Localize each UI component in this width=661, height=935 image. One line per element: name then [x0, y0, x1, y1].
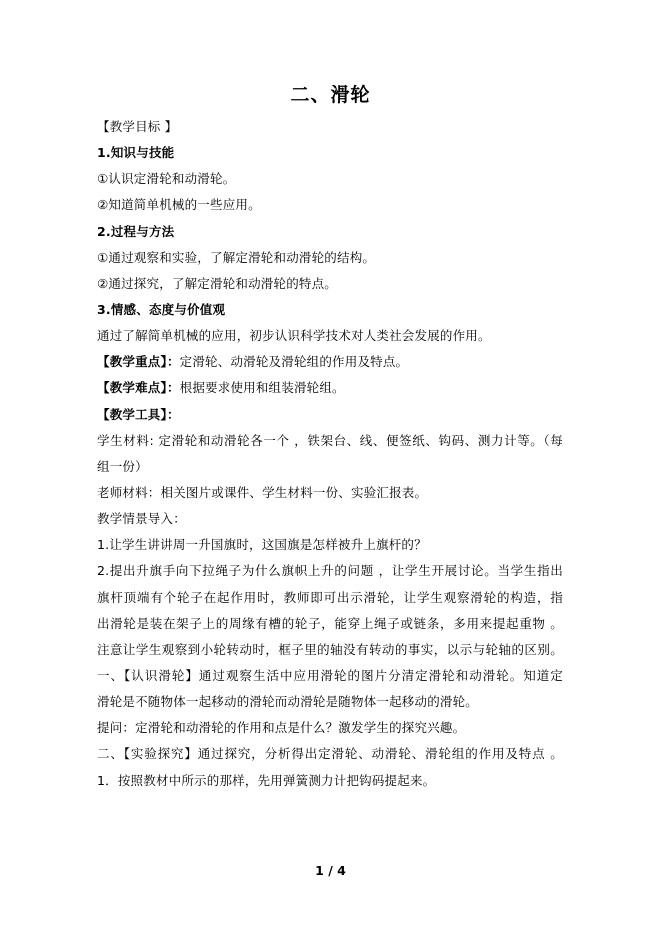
body-text: 一、【认识滑轮】通过观察生活中应用滑轮的图片分清定滑轮和动滑轮。知道定: [97, 667, 563, 683]
body-text: 注意让学生观察到小轮转动时，框子里的轴没有转动的事实，以示与轮轴的区别。: [97, 641, 563, 657]
body-text: ②通过探究，了解定滑轮和动滑轮的特点。: [97, 275, 338, 291]
text-line: [97, 323, 563, 349]
body-text: 定滑轮、动滑轮及滑轮组的作用及特点。: [179, 354, 409, 370]
text-line: [97, 480, 563, 506]
text-line: [97, 271, 563, 297]
text-line: [97, 428, 563, 454]
text-line: [97, 454, 563, 480]
text-line: [97, 219, 563, 245]
body-text: 教学情景导入：: [97, 511, 186, 527]
text-line: [97, 637, 563, 663]
text-line: [97, 245, 563, 271]
text-line: [97, 114, 563, 140]
text-line: [97, 611, 563, 637]
text-line: [97, 375, 563, 401]
text-line: [97, 532, 563, 558]
document-title: 二、滑轮: [290, 84, 371, 106]
body-text: 旗杆顶端有个轮子在起作用时，教师即可出示滑轮，让学生观察滑轮的构造，指: [97, 589, 563, 605]
text-line: [97, 689, 563, 715]
bold-text: 【教学难点】：: [97, 380, 180, 396]
text-line: [97, 715, 563, 741]
body-text: 根据要求使用和组装滑轮组。: [179, 380, 345, 396]
text-line: [97, 402, 563, 428]
body-text: ①通过观察和实验，了解定滑轮和动滑轮的结构。: [97, 249, 376, 265]
body-text: ②知道简单机械的一些应用。: [97, 197, 261, 213]
text-line: [97, 663, 563, 689]
text-line: [97, 140, 563, 166]
text-line: [97, 506, 563, 532]
body-text: 【教学目标 】: [97, 119, 178, 134]
body-text: 2.提出升旗手向下拉绳子为什么旗帜上升的问题 ，让学生开展讨论。当学生指出: [97, 563, 563, 579]
bold-text: 1.知识与技能: [97, 145, 175, 161]
text-line: [97, 741, 563, 767]
text-line: [97, 349, 563, 375]
text-line: [97, 558, 563, 584]
document-body: [97, 114, 563, 794]
text-line: [97, 297, 563, 323]
text-line: [97, 192, 563, 218]
bold-text: 【教学重点】：: [97, 354, 180, 370]
body-text: 出滑轮是装在架子上的周缘有槽的轮子，能穿上绳子或链条，多用来提起重物 。: [97, 615, 563, 631]
body-text: 通过了解简单机械的应用，初步认识科学技术对人类社会发展的作用。: [97, 328, 491, 344]
body-text: 1.让学生讲讲周一升国旗时，这国旗是怎样被升上旗杆的？: [97, 537, 427, 553]
body-text: 提问：定滑轮和动滑轮的作用和点是什么？激发学生的探究兴趣。: [97, 720, 466, 736]
body-text: 老师材料：相关图片或课件、学生材料一份、实验汇报表。: [97, 484, 428, 500]
text-line: [97, 768, 563, 794]
body-text: 滑轮是不随物体一起移动的滑轮而动滑轮是随物体一起移动的滑轮。: [97, 694, 479, 710]
bold-text: 3.情感、态度与价值观: [97, 301, 226, 317]
body-text: 组一份）: [97, 458, 148, 474]
text-line: [97, 585, 563, 611]
page-number: 1 / 4: [315, 863, 346, 878]
body-text: ①认识定滑轮和动滑轮。: [97, 171, 236, 187]
bold-text: 2.过程与方法: [97, 223, 175, 239]
body-text: 学生材料: 定滑轮和动滑轮各一个 ，铁架台、线、便签纸、钩码、测力计等。（每: [97, 432, 563, 448]
text-line: [97, 166, 563, 192]
body-text: 1．按照教材中所示的那样，先用弹簧测力计把钩码提起来。: [97, 772, 436, 788]
bold-text: 【教学工具】：: [97, 406, 180, 422]
body-text: 二、【实验探究】通过探究，分析得出定滑轮、动滑轮、滑轮组的作用及特点 。: [97, 746, 563, 762]
